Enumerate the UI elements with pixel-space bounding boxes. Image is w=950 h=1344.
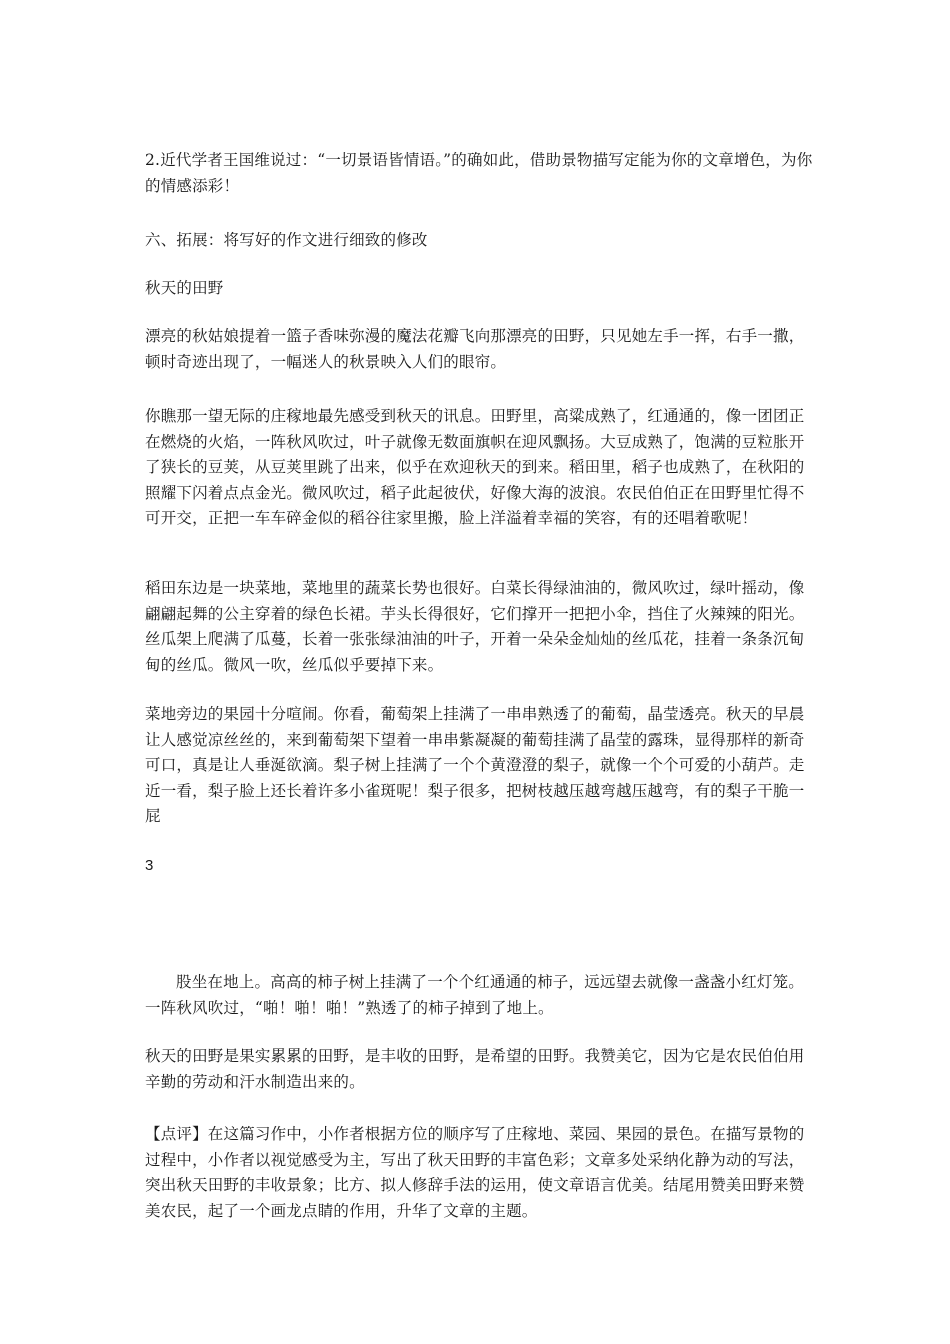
essay-paragraph-3: 稻田东边是一块菜地，菜地里的蔬菜长势也很好。白菜长得绿油油的，微风吹过，绿叶摇动，像翩翩起舞的公主穿着的绿色长裙。芋头长得很好，它们撑开一把把小伞，挡住了火辣辣的阳光。丝瓜架上爬满了瓜蔓，长着一张张绿油油的叶子，开着一朵朵金灿灿的丝瓜花，挂着一条条沉甸甸的丝瓜。微风一吹，丝瓜似乎要掉下来。 <box>145 579 805 674</box>
essay-paragraph-5: 股坐在地上。高高的柿子树上挂满了一个个红通通的柿子，远远望去就像一盏盏小红灯笼。一阵秋风吹过，“啪！啪！啪！”熟透了的柿子掉到了地上。 <box>145 973 805 1017</box>
essay-paragraph-4: 菜地旁边的果园十分喧闹。你看，葡萄架上挂满了一串串熟透了的葡萄，晶莹透亮。秋天的早晨让人感觉凉丝丝的，来到葡萄架下望着一串串紫凝凝的葡萄挂满了晶莹的露珠，显得那样的新奇可口，真是让人垂涎欲滴。梨子树上挂满了一个个黄澄澄的梨子，就像一个个可爱的小葫芦。走近一看，梨子脸上还长着许多小雀斑呢！梨子很多，把树枝越压越弯越压越弯，有的梨子干脆一屁 <box>145 705 805 825</box>
tip-paragraph: 2.近代学者王国维说过：“一切景语皆情语。”的确如此，借助景物描写定能为你的文章增色，为你的情感添彩！ <box>145 151 813 195</box>
essay-paragraph-2: 你瞧那一望无际的庄稼地最先感受到秋天的讯息。田野里，高粱成熟了，红通通的，像一团团正在燃烧的火焰，一阵秋风吹过，叶子就像无数面旗帜在迎风飘扬。大豆成熟了，饱满的豆粒胀开了狭长的豆荚，从豆荚里跳了出来，似乎在欢迎秋天的到来。稻田里，稻子也成熟了，在秋阳的照耀下闪着点点金光。微风吹过，稻子此起彼伏，好像大海的波浪。农民伯伯正在田野里忙得不可开交，正把一车车碎金似的稻谷往家里搬，脸上洋溢着幸福的笑容，有的还唱着歌呢！ <box>145 407 805 527</box>
essay-conclusion: 秋天的田野是果实累累的田野，是丰收的田野，是希望的田野。我赞美它，因为它是农民伯伯用辛勤的劳动和汗水制造出来的。 <box>145 1047 805 1091</box>
commentary-paragraph: 【点评】在这篇习作中，小作者根据方位的顺序写了庄稼地、菜园、果园的景色。在描写景物的过程中，小作者以视觉感受为主，写出了秋天田野的丰富色彩；文章多处采纳化静为动的写法，突出秋天田野的丰收景象；比方、拟人修辞手法的运用，使文章语言优美。结尾用赞美田野来赞美农民，起了一个画龙点睛的作用，升华了文章的主题。 <box>145 1125 805 1220</box>
page-number: 3 <box>145 857 154 874</box>
essay-title: 秋天的田野 <box>145 279 224 297</box>
essay-paragraph-1: 漂亮的秋姑娘提着一篮子香味弥漫的魔法花瓣飞向那漂亮的田野，只见她左手一挥，右手一撒，顿时奇迹出现了，一幅迷人的秋景映入人们的眼帘。 <box>145 327 805 371</box>
section-heading: 六、拓展：将写好的作文进行细致的修改 <box>145 231 428 249</box>
